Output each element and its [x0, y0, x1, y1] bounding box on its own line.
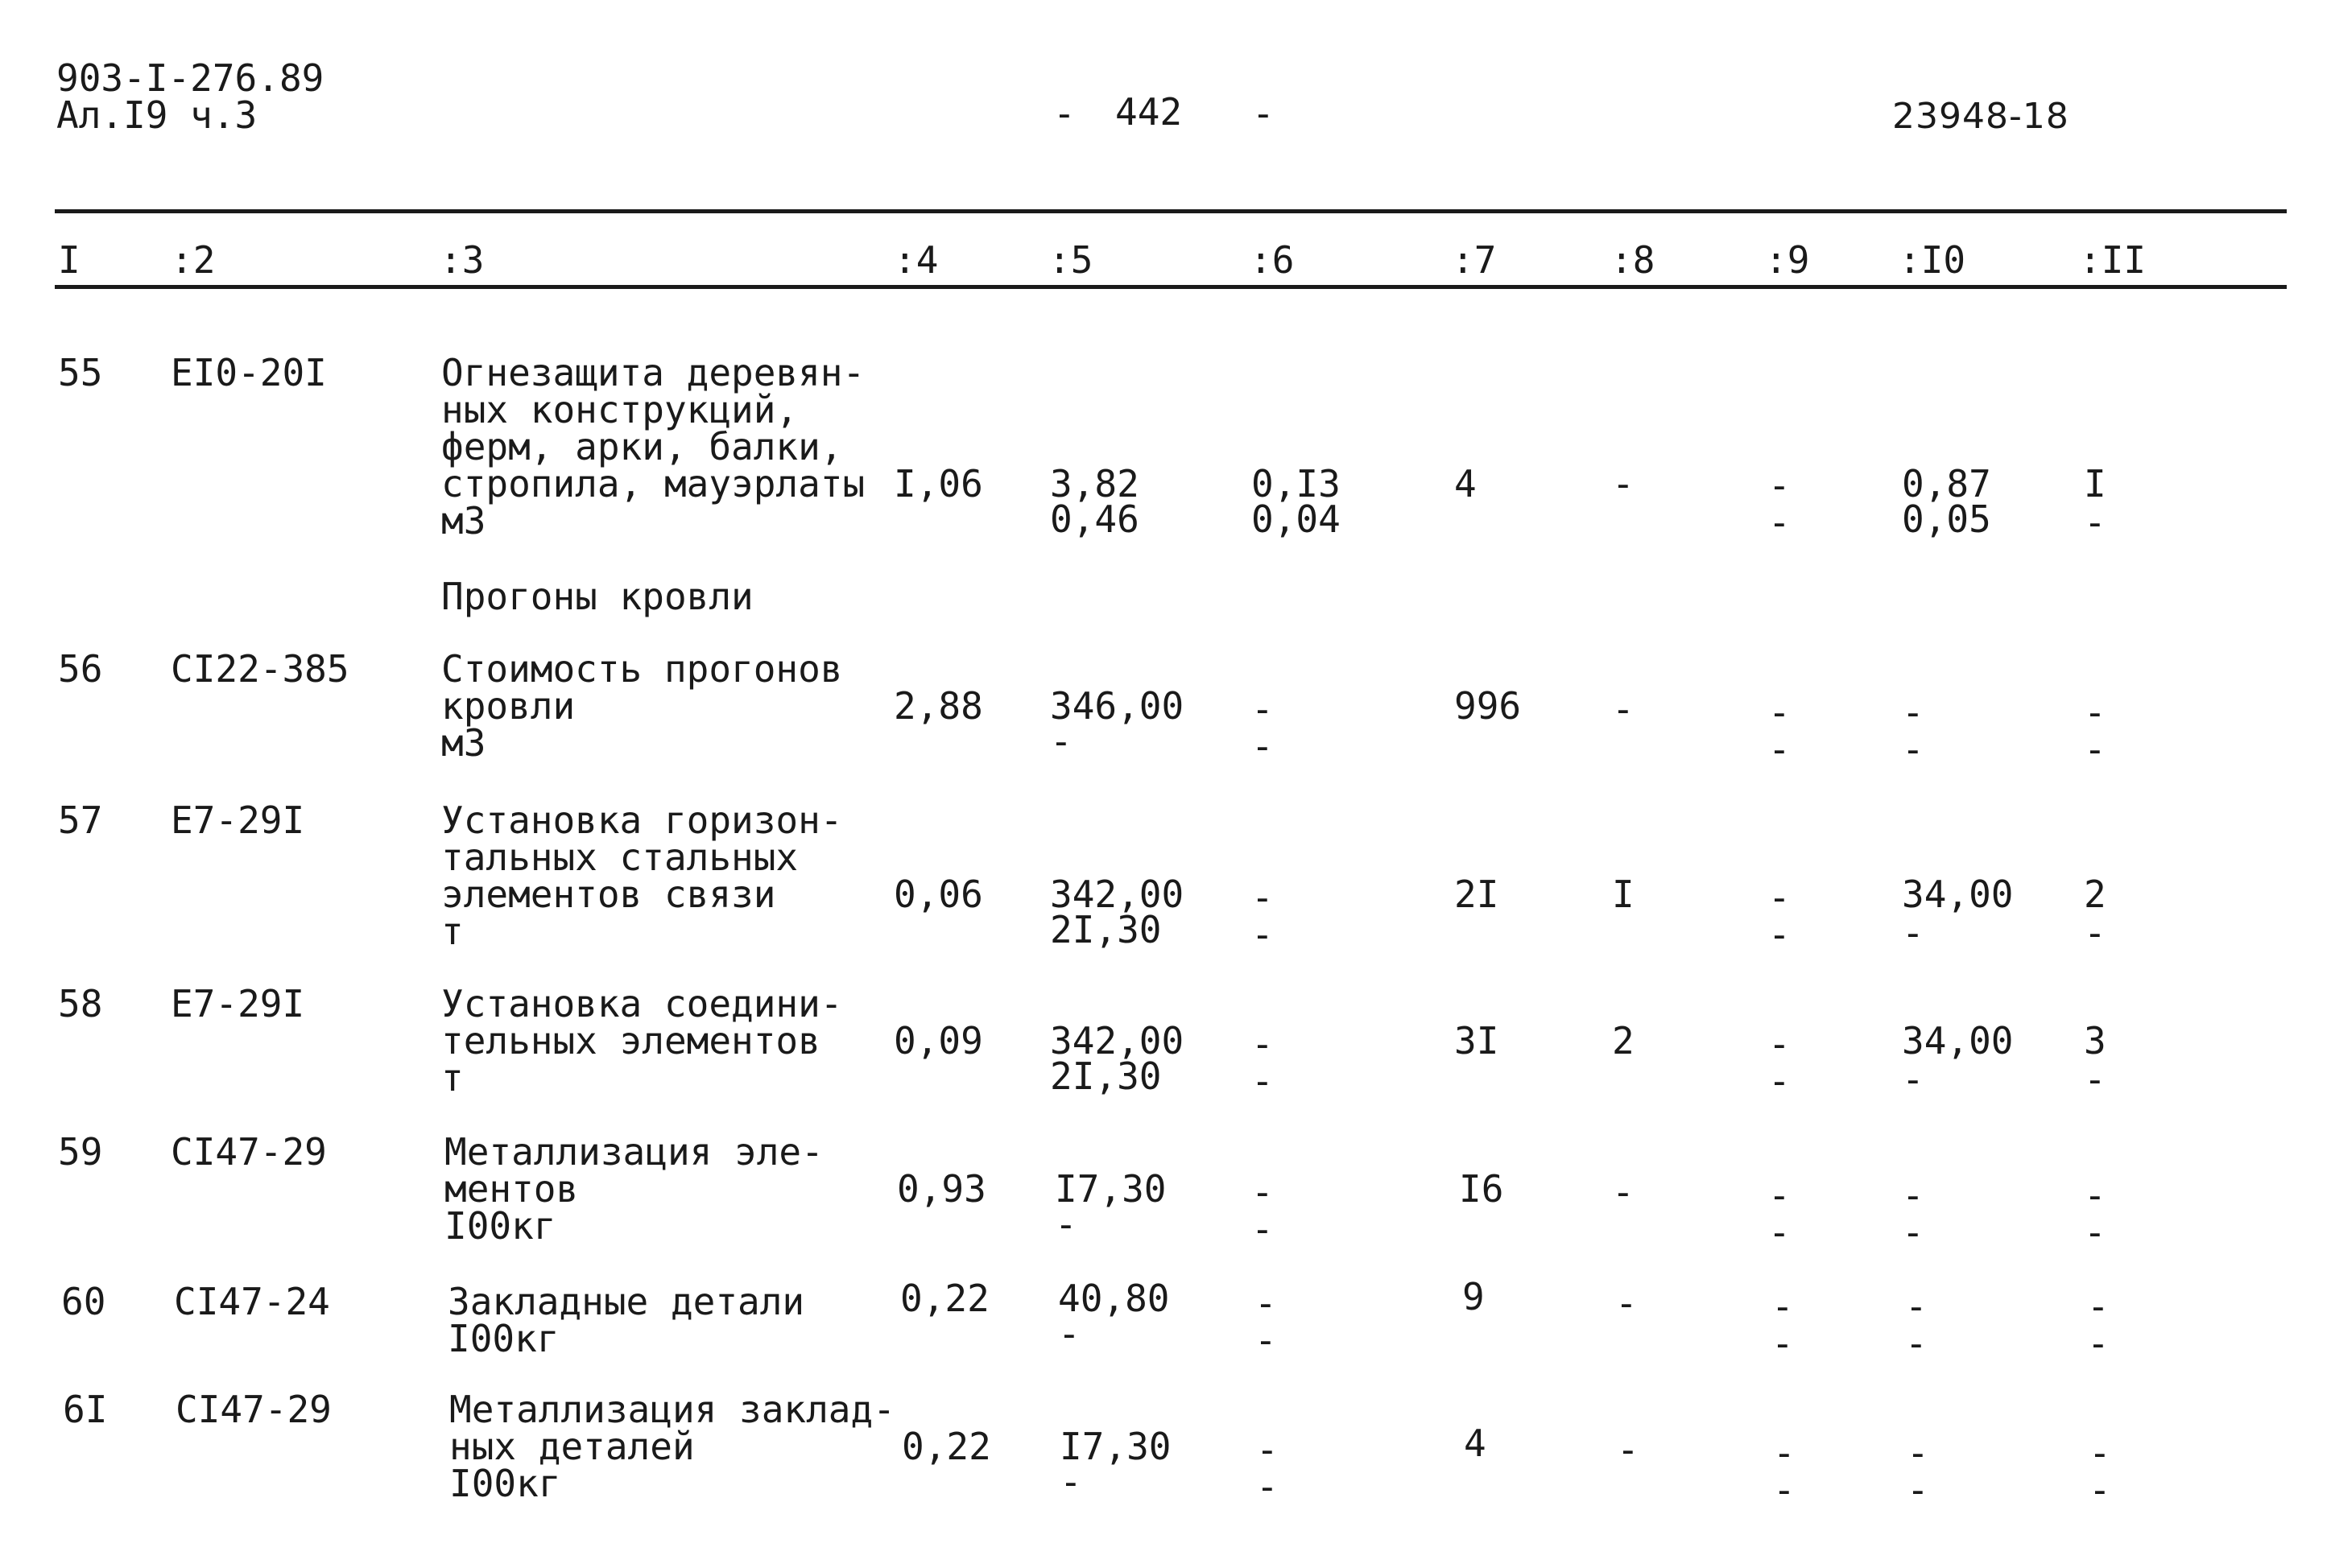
col5-value: - — [1058, 1312, 1081, 1355]
col10-value: - — [1902, 911, 1924, 955]
col6-value: - — [1251, 913, 1274, 956]
col5-value: 40,80 — [1058, 1277, 1170, 1320]
work-description: ферм, арки, балки, — [441, 425, 843, 468]
work-description: Металлизация заклад- — [449, 1388, 895, 1431]
table-header-rule — [55, 285, 2287, 289]
col11-value: - — [2087, 1285, 2110, 1328]
col6-value: - — [1256, 1428, 1279, 1471]
col11-value: 2 — [2084, 873, 2106, 916]
rate-code: CI47-24 — [174, 1280, 330, 1323]
col5-value: 0,46 — [1050, 497, 1139, 541]
col6-value: - — [1256, 1465, 1279, 1508]
col10-value: - — [1905, 1285, 1928, 1328]
col5-value: I7,30 — [1055, 1167, 1167, 1211]
col-header-7: :7 — [1452, 238, 1497, 282]
col-header-6: :6 — [1250, 238, 1295, 282]
col11-value: I — [2084, 462, 2106, 505]
row-number: 57 — [58, 798, 103, 842]
col9-value: - — [1768, 1059, 1791, 1103]
col5-value: - — [1060, 1460, 1082, 1504]
col7-value: 4 — [1464, 1422, 1486, 1465]
col9-value: - — [1768, 1174, 1791, 1217]
col10-value: - — [1907, 1431, 1929, 1475]
col9-value: - — [1771, 1285, 1794, 1328]
unit-label: т — [441, 1056, 464, 1100]
col6-value: - — [1251, 687, 1274, 731]
doc-code: 903-I-276.89 — [56, 56, 324, 100]
album-label: Ал.I9 ч.3 — [56, 93, 258, 137]
col5-value: 346,00 — [1050, 684, 1184, 728]
col8-value: - — [1612, 687, 1635, 731]
row-number: 55 — [58, 351, 103, 394]
col10-value: 34,00 — [1902, 1019, 2014, 1063]
col8-value: - — [1617, 1428, 1639, 1471]
page-dash-left: - — [1053, 92, 1076, 135]
row-number: 60 — [61, 1280, 106, 1323]
col10-value: - — [1902, 1211, 1924, 1254]
rate-code: CI47-29 — [171, 1130, 327, 1174]
col10-value: - — [1907, 1468, 1929, 1512]
col5-value: 342,00 — [1050, 873, 1184, 916]
col10-value: 34,00 — [1902, 873, 2014, 916]
col6-value: - — [1251, 1170, 1274, 1214]
col6-value: - — [1251, 1207, 1274, 1251]
col8-value: I — [1612, 873, 1635, 916]
work-description: тельных элементов — [441, 1019, 820, 1063]
col-header-5: :5 — [1048, 238, 1093, 282]
col11-value: - — [2084, 691, 2106, 734]
col8-value: 2 — [1612, 1019, 1635, 1063]
col9-value: - — [1768, 728, 1791, 771]
rate-code: CI47-29 — [176, 1388, 332, 1431]
col7-value: 9 — [1462, 1275, 1485, 1318]
col10-value: - — [1902, 728, 1924, 771]
col4-value: 2,88 — [894, 684, 983, 728]
col5-value: - — [1050, 720, 1073, 763]
col11-value: - — [2087, 1322, 2110, 1365]
unit-label: I00кг — [449, 1462, 561, 1505]
col7-value: 996 — [1454, 684, 1522, 728]
unit-label: м3 — [441, 721, 486, 765]
col8-value: - — [1615, 1281, 1638, 1325]
work-description: кровли — [441, 684, 576, 728]
col5-value: I7,30 — [1060, 1425, 1172, 1468]
col6-value: - — [1254, 1281, 1277, 1325]
col6-value: - — [1251, 876, 1274, 919]
col7-value: 2I — [1454, 873, 1499, 916]
col9-value: - — [1773, 1431, 1796, 1475]
row-number: 6I — [63, 1388, 108, 1431]
col6-value: 0,I3 — [1251, 462, 1341, 505]
archive-number: 23948-18 — [1892, 96, 2069, 137]
page-number: 442 — [1115, 90, 1183, 134]
col7-value: 4 — [1454, 462, 1477, 505]
page-dash-right: - — [1252, 92, 1275, 135]
unit-label: I00кг — [448, 1317, 560, 1360]
col10-value: - — [1902, 1058, 1924, 1101]
col-header-9: :9 — [1765, 238, 1810, 282]
col10-value: - — [1902, 1174, 1924, 1217]
col7-value: 3I — [1454, 1019, 1499, 1063]
col-header-4: :4 — [894, 238, 939, 282]
unit-label: I00кг — [444, 1204, 556, 1248]
col-header-3: :3 — [440, 238, 485, 282]
col5-value: - — [1055, 1203, 1077, 1246]
col-header-10: :I0 — [1899, 238, 1966, 282]
col4-value: 0,93 — [897, 1167, 986, 1211]
col11-value: - — [2084, 1211, 2106, 1254]
col4-value: 0,06 — [894, 873, 983, 916]
work-description: Установка горизон- — [441, 798, 843, 842]
col5-value: 342,00 — [1050, 1019, 1184, 1063]
col4-value: 0,22 — [902, 1425, 991, 1468]
col10-value: 0,05 — [1902, 497, 1991, 541]
rate-code: E7-29I — [171, 798, 305, 842]
col9-value: - — [1768, 1022, 1791, 1066]
col11-value: - — [2084, 728, 2106, 771]
col9-value: - — [1768, 876, 1791, 919]
col5-value: 3,82 — [1050, 462, 1139, 505]
unit-label: м3 — [441, 499, 486, 543]
col6-value: - — [1251, 1022, 1274, 1066]
col6-value: 0,04 — [1251, 497, 1341, 541]
col6-value: - — [1251, 724, 1274, 768]
col11-value: - — [2084, 911, 2106, 955]
row-number: 58 — [58, 982, 103, 1025]
row-number: 59 — [58, 1130, 103, 1174]
col-header-1: I — [58, 238, 81, 282]
col9-value: - — [1768, 691, 1791, 734]
col4-value: 0,22 — [900, 1277, 990, 1320]
section-title: Прогоны кровли — [441, 575, 754, 618]
col8-value: - — [1612, 462, 1635, 505]
col9-value: - — [1768, 1211, 1791, 1254]
col6-value: - — [1254, 1318, 1277, 1362]
col4-value: I,06 — [894, 462, 983, 505]
col11-value: 3 — [2084, 1019, 2106, 1063]
col9-value: - — [1771, 1322, 1794, 1365]
col9-value: - — [1768, 464, 1791, 507]
work-description: ных деталей — [449, 1425, 695, 1468]
col-header-11: :II — [2079, 238, 2147, 282]
col8-value: - — [1612, 1170, 1635, 1214]
col10-value: 0,87 — [1902, 462, 1991, 505]
col11-value: - — [2084, 1058, 2106, 1101]
work-description: ментов — [444, 1167, 579, 1211]
work-description: стропила, мауэрлаты — [441, 462, 866, 505]
col11-value: - — [2084, 1174, 2106, 1217]
col11-value: - — [2089, 1431, 2111, 1475]
col10-value: - — [1902, 691, 1924, 734]
col7-value: I6 — [1459, 1167, 1504, 1211]
work-description: тальных стальных — [441, 836, 799, 879]
unit-label: т — [441, 910, 464, 953]
col-header-2: :2 — [171, 238, 216, 282]
col4-value: 0,09 — [894, 1019, 983, 1063]
col6-value: - — [1251, 1059, 1274, 1103]
col-header-8: :8 — [1610, 238, 1655, 282]
work-description: Установка соедини- — [441, 982, 843, 1025]
row-number: 56 — [58, 647, 103, 691]
table-top-rule — [55, 209, 2287, 213]
rate-code: CI22-385 — [171, 647, 349, 691]
work-description: элементов связи — [441, 873, 776, 916]
col9-value: - — [1768, 501, 1791, 544]
work-description: Закладные детали — [448, 1280, 805, 1323]
rate-code: E7-29I — [171, 982, 305, 1025]
col10-value: - — [1905, 1322, 1928, 1365]
rate-code: EI0-20I — [171, 351, 327, 394]
col9-value: - — [1773, 1468, 1796, 1512]
col5-value: 2I,30 — [1050, 1054, 1162, 1098]
col9-value: - — [1768, 913, 1791, 956]
col11-value: - — [2084, 501, 2106, 544]
col11-value: - — [2089, 1468, 2111, 1512]
work-description: Огнезащита деревян- — [441, 351, 866, 394]
work-description: Стоимость прогонов — [441, 647, 843, 691]
work-description: Металлизация эле- — [444, 1130, 824, 1174]
work-description: ных конструкций, — [441, 388, 799, 431]
col5-value: 2I,30 — [1050, 908, 1162, 951]
